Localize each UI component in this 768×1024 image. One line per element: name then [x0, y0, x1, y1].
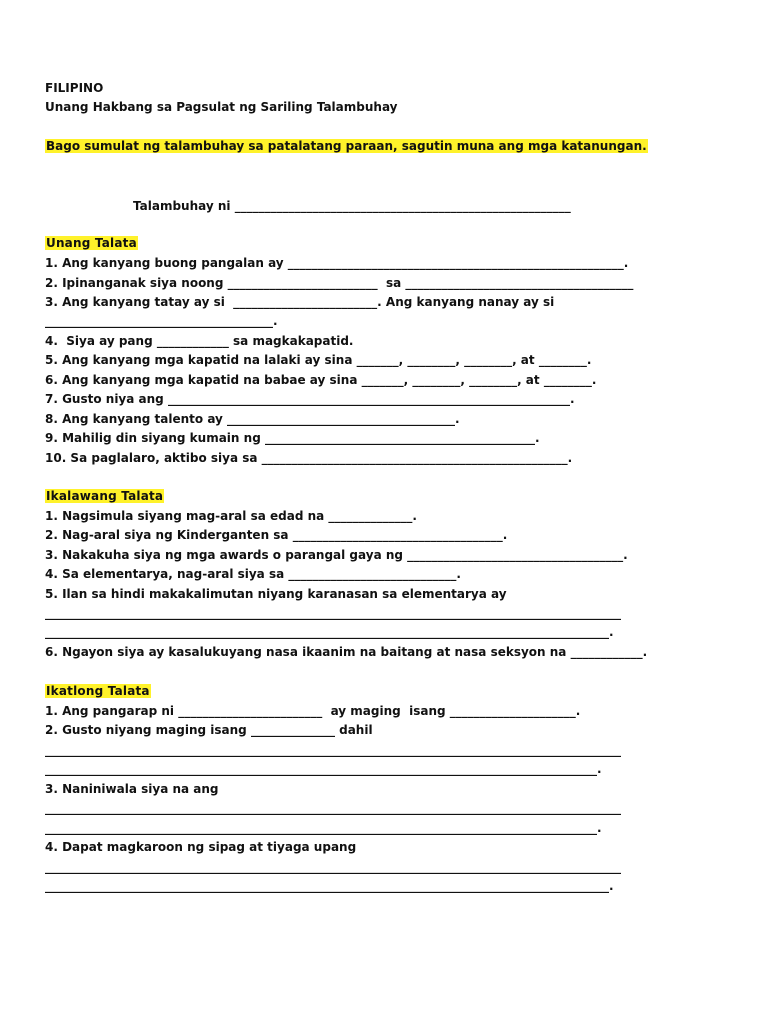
section-1-item: 10. Sa paglalaro, aktibo siya sa ___________________________________________________. [45, 451, 573, 465]
section-3-item: ______________________________________________________________________________________________. [45, 879, 614, 893]
section-1-item: 7. Gusto niya ang ___________________________________________________________________. [45, 392, 575, 406]
section-2-item: ________________________________________________________________________________________________ [45, 606, 621, 620]
section-1-item: 4. Siya ay pang ____________ sa magkakapatid. [45, 334, 354, 348]
section-3-item: ____________________________________________________________________________________________. [45, 762, 602, 776]
section-3-item: ________________________________________________________________________________________________ [45, 801, 621, 815]
section-1-item: 8. Ang kanyang talento ay ______________________________________. [45, 412, 460, 426]
section-3-item: 2. Gusto niyang maging isang ______________ dahil [45, 723, 373, 737]
section-heading-3-text: Ikatlong Talata [46, 684, 150, 698]
section-2-item: 6. Ngayon siya ay kasalukuyang nasa ikaanim na baitang at nasa seksyon na ____________. [45, 645, 648, 659]
section-3-item: ________________________________________________________________________________________________ [45, 743, 621, 757]
section-2-item: 3. Nakakuha siya ng mga awards o parangal gaya ng ____________________________________. [45, 548, 628, 562]
section-1-item: 6. Ang kanyang mga kapatid na babae ay sina _______, ________, ________, at ________. [45, 373, 597, 387]
section-heading-3 [45, 683, 764, 699]
section-1-item: 5. Ang kanyang mga kapatid na lalaki ay sina _______, ________, ________, at ________. [45, 353, 592, 367]
section-heading-2-text: Ikalawang Talata [46, 489, 164, 503]
section-2-item: 1. Nagsimula siyang mag-aral sa edad na ______________. [45, 509, 417, 523]
section-heading-1-text: Unang Talata [46, 236, 137, 250]
section-1-item: ______________________________________. [45, 314, 278, 328]
section-3-item: ____________________________________________________________________________________________. [45, 821, 602, 835]
section-2-item: 5. Ilan sa hindi makakalimutan niyang karanasan sa elementarya ay [45, 587, 507, 601]
section-3-item: 1. Ang pangarap ni ________________________ ay maging isang _____________________. [45, 704, 581, 718]
instruction-text [45, 138, 764, 154]
section-1-item: 1. Ang kanyang buong pangalan ay ________________________________________________________. [45, 256, 629, 270]
section-heading-1 [45, 235, 764, 251]
section-1-item: 9. Mahilig din siyang kumain ng _____________________________________________. [45, 431, 540, 445]
section-2-item: ______________________________________________________________________________________________. [45, 625, 614, 639]
section-3-item: 4. Dapat magkaroon ng sipag at tiyaga upang [45, 840, 357, 854]
section-3-item: ________________________________________________________________________________________________ [45, 860, 621, 874]
section-1-item: 2. Ipinanganak siya noong _________________________ sa ______________________________________ [45, 276, 634, 290]
section-2-item: 2. Nag-aral siya ng Kinderganten sa ___________________________________. [45, 528, 508, 542]
section-heading-2 [45, 488, 764, 504]
section-3-item: 3. Naniniwala siya na ang [45, 782, 219, 796]
talambuhay-name-line: Talambuhay ni ________________________________________________________ [133, 199, 571, 213]
section-2-item: 4. Sa elementarya, nag-aral siya sa ____________________________. [45, 567, 461, 581]
section-1-item: 3. Ang kanyang tatay ay si ________________________. Ang kanyang nanay ay si [45, 295, 555, 309]
instruction-highlight: Bago sumulat ng talambuhay sa patalatang paraan, sagutin muna ang mga katanungan. [46, 139, 647, 153]
worksheet-title: Unang Hakbang sa Pagsulat ng Sariling Talambuhay [45, 100, 398, 114]
subject-label: FILIPINO [45, 81, 104, 95]
